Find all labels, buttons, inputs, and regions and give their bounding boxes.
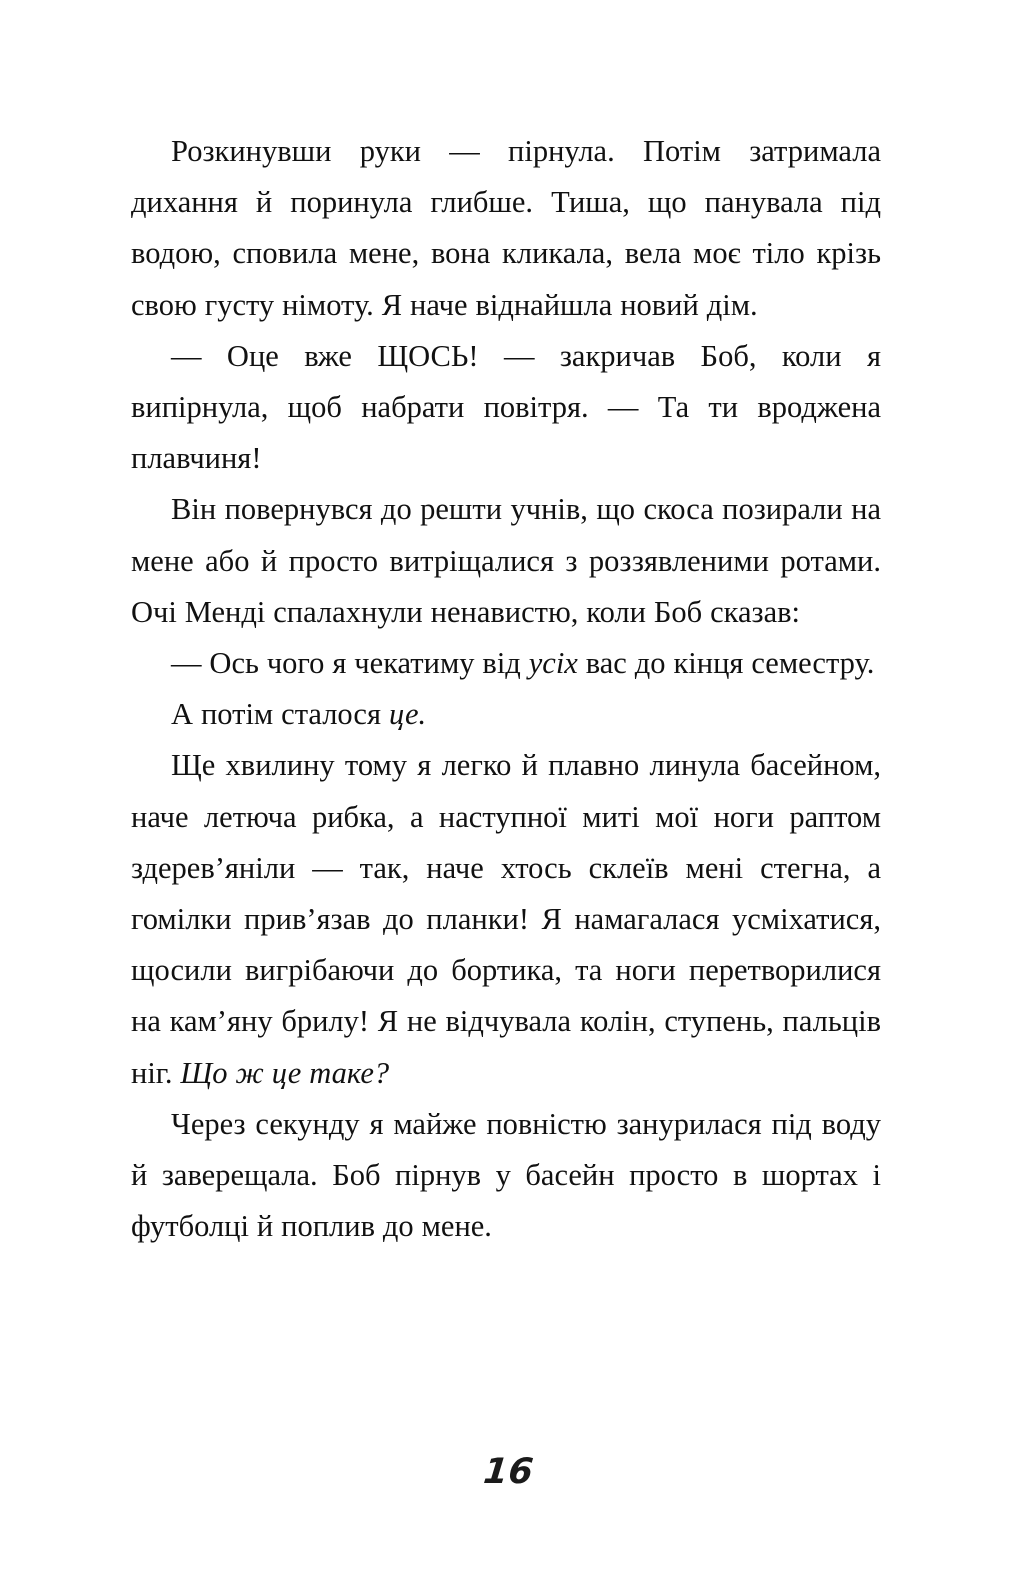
body-text-block bbox=[131, 126, 881, 1252]
paragraph-para-3 bbox=[131, 484, 881, 638]
body-text: А потім сталося bbox=[171, 697, 389, 732]
paragraph-para-4 bbox=[131, 638, 881, 689]
emphasis-text: це. bbox=[388, 697, 427, 732]
paragraph-para-2 bbox=[131, 331, 881, 485]
page-number: 16 bbox=[481, 1452, 536, 1492]
body-text: Ще хвилину тому я легко й плавно линула басейном, наче летюча рибка, а наступної миті мої ноги раптом здерев’яніли — так, наче хтось склеїв мені стегна, а гомілки прив’язав до планки! Я намагалася усміхатися, щосили вигрібаючи до бортика, та ноги перетворилися на кам’яну брилу! Я не відчувала колін, ступень, пальців ніг. bbox=[131, 748, 881, 1090]
body-text: Через секунду я майже повністю занурилася під воду й заверещала. Боб пірнув у басейн просто в шортах і футболці й поплив до мене. bbox=[131, 1106, 881, 1244]
emphasis-text: Що ж це таке? bbox=[180, 1055, 390, 1090]
body-text: — Ось чого я чекатиму від bbox=[171, 646, 529, 681]
body-text: Він повернувся до решти учнів, що скоса позирали на мене або й просто витріщалися з роззявленими ротами. Очі Менді спалахнули ненавистю, коли Боб сказав: bbox=[131, 492, 881, 629]
paragraph-para-1 bbox=[131, 126, 881, 331]
paragraph-para-7 bbox=[131, 1099, 881, 1253]
paragraph-para-6 bbox=[131, 740, 881, 1098]
body-text: Розкинувши руки — пірнула. Потім затримала дихання й поринула глибше. Тиша, що панувала під водою, сповила мене, вона кликала, вела моє тіло крізь свою густу німоту. Я наче віднайшла новий дім. bbox=[131, 134, 881, 322]
paragraph-para-5 bbox=[131, 689, 881, 740]
body-text: — Оце вже ЩОСЬ! — закричав Боб, коли я випірнула, щоб набрати повітря. — Та ти вроджена плавчиня! bbox=[131, 338, 881, 476]
body-text: вас до кінця семестру. bbox=[577, 646, 875, 681]
emphasis-text: усіх bbox=[528, 646, 578, 681]
